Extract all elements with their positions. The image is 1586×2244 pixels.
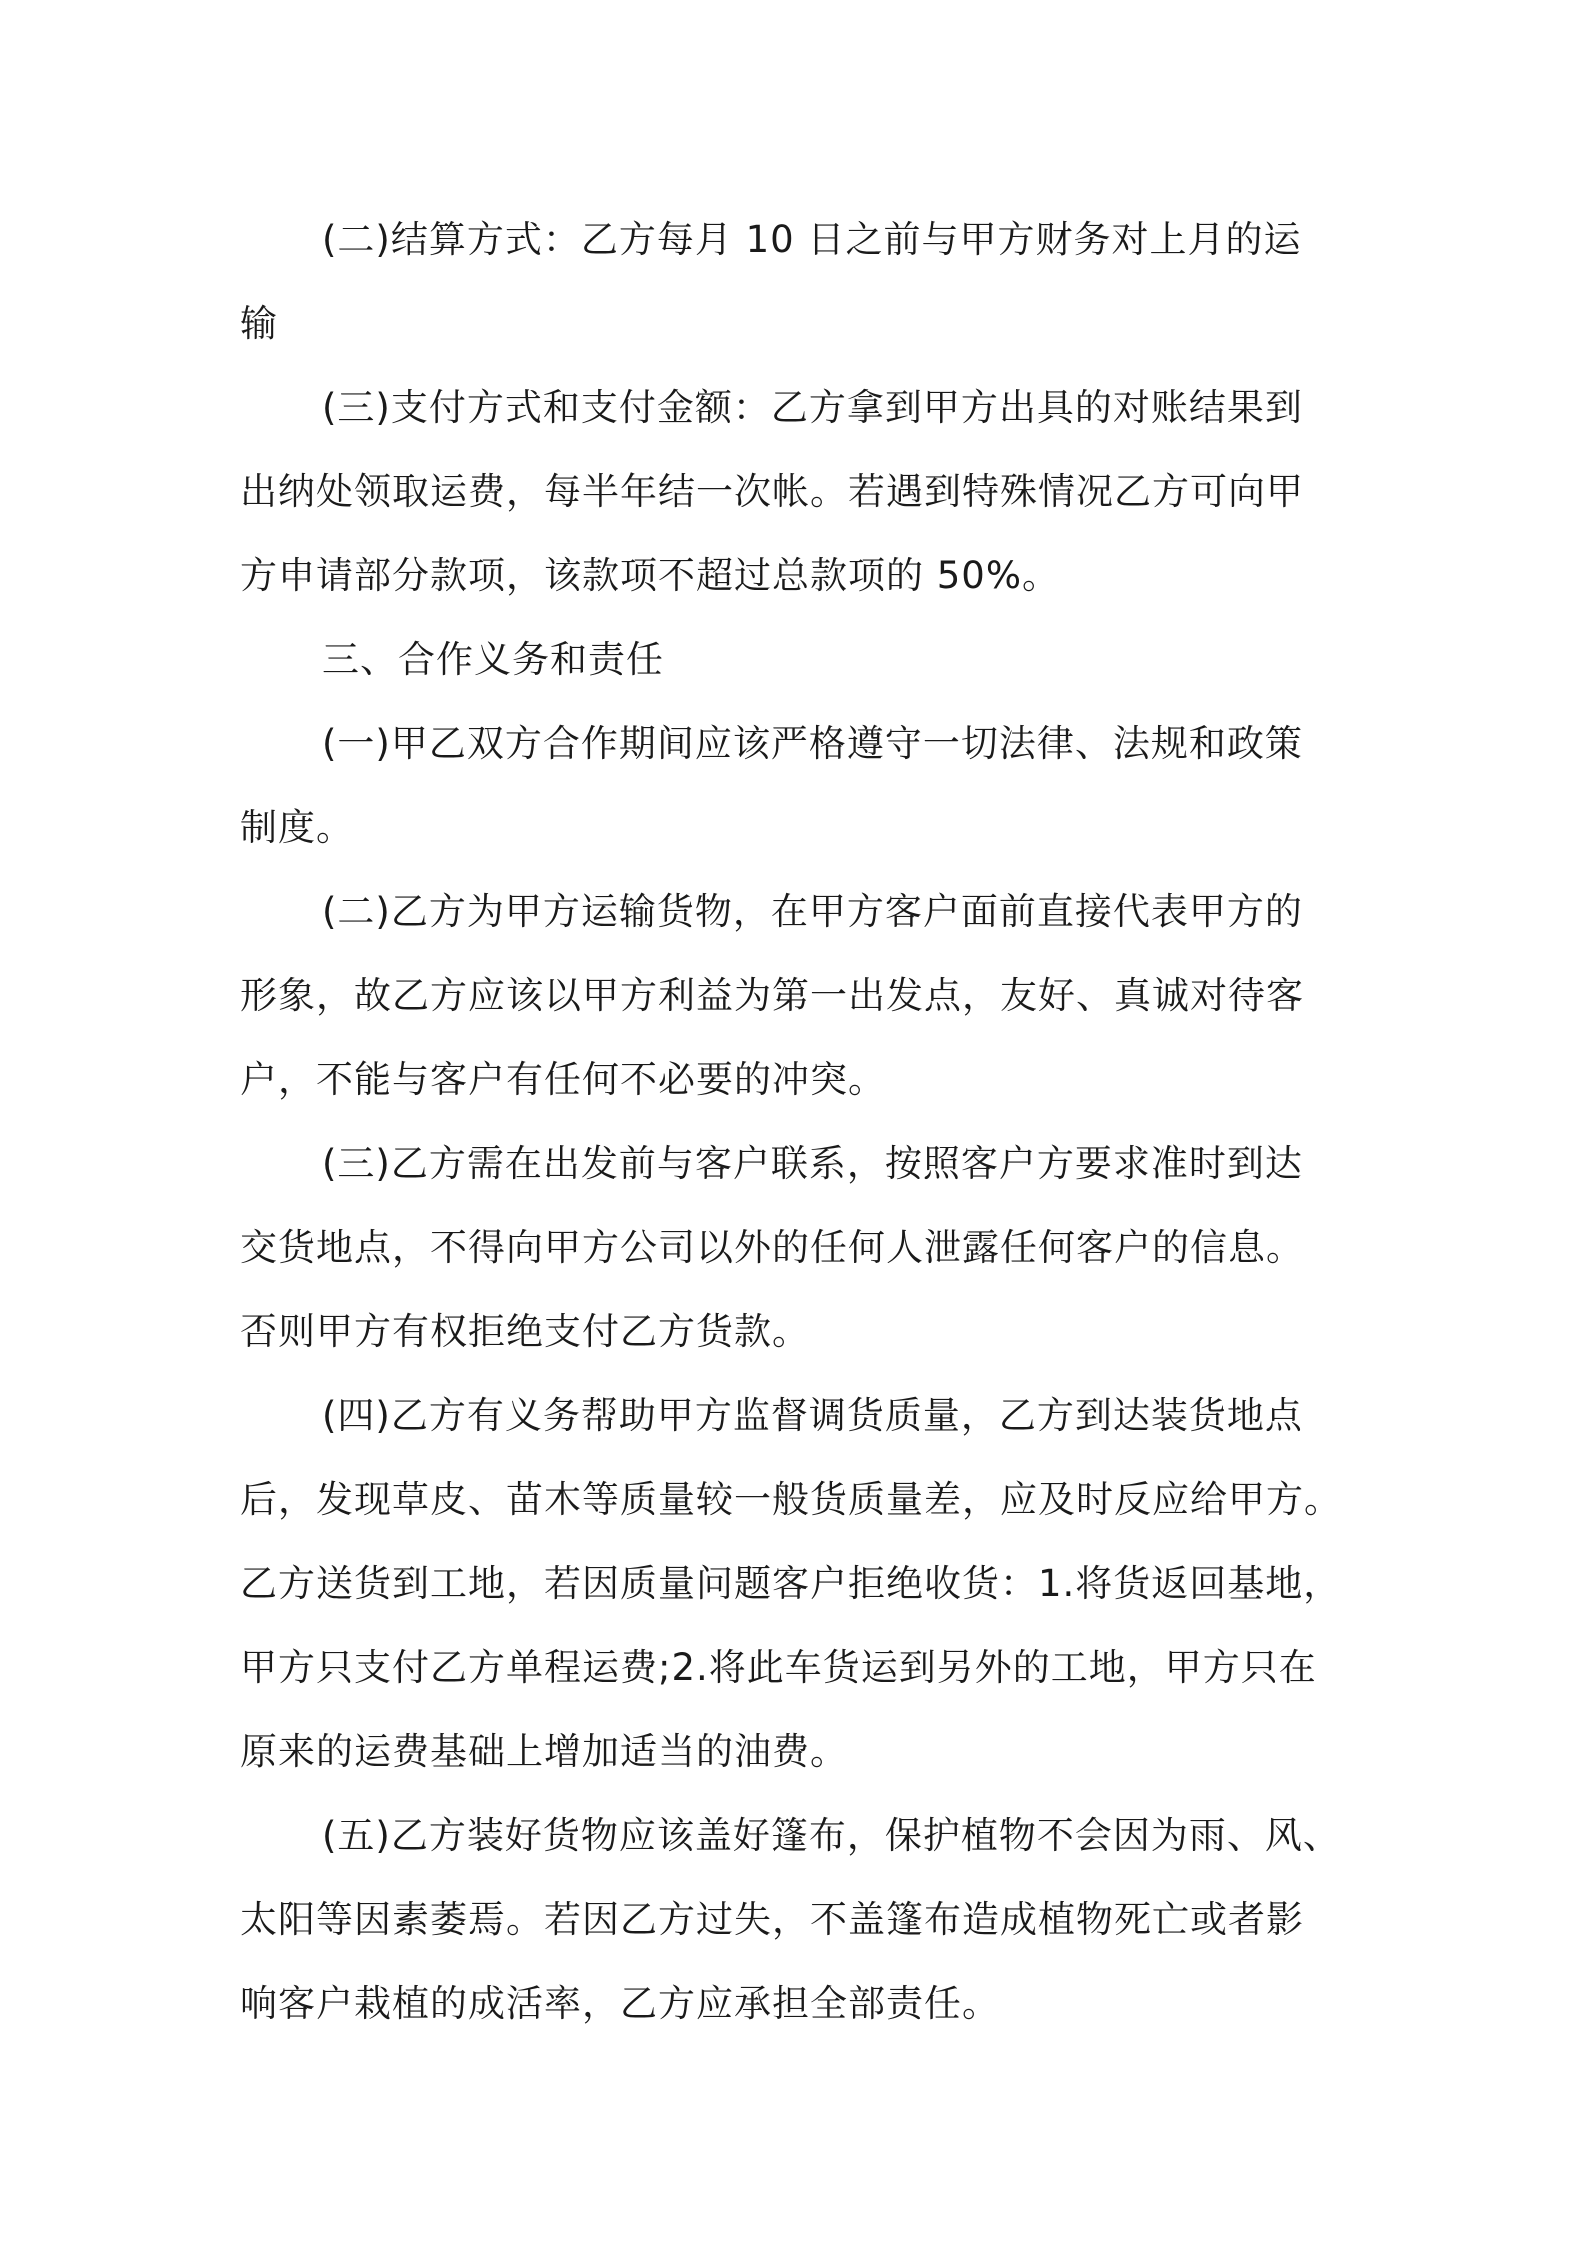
paragraph-line: 输 <box>240 302 278 345</box>
paragraph-line: (三)乙方需在出发前与客户联系，按照客户方要求准时到达 <box>322 1142 1303 1185</box>
paragraph-line: (一)甲乙双方合作期间应该严格遵守一切法律、法规和政策 <box>322 722 1303 765</box>
paragraph-line: 交货地点，不得向甲方公司以外的任何人泄露任何客户的信息。 <box>240 1226 1304 1269</box>
paragraph-line: 方申请部分款项，该款项不超过总款项的 50%。 <box>240 554 1060 597</box>
paragraph-line: 后，发现草皮、苗木等质量较一般货质量差，应及时反应给甲方。 <box>240 1478 1342 1521</box>
document-body <box>240 198 1352 2046</box>
paragraph-line: (五)乙方装好货物应该盖好篷布，保护植物不会因为雨、风、 <box>322 1814 1341 1857</box>
section-heading: 三、合作义务和责任 <box>322 638 664 681</box>
paragraph-line: 太阳等因素萎焉。若因乙方过失，不盖篷布造成植物死亡或者影 <box>240 1898 1304 1941</box>
paragraph-line: 出纳处领取运费，每半年结一次帐。若遇到特殊情况乙方可向甲 <box>240 470 1304 513</box>
paragraph-line: 户，不能与客户有任何不必要的冲突。 <box>240 1058 886 1101</box>
paragraph-line: 形象，故乙方应该以甲方利益为第一出发点，友好、真诚对待客 <box>240 974 1304 1017</box>
paragraph-line: (三)支付方式和支付金额：乙方拿到甲方出具的对账结果到 <box>322 386 1303 429</box>
paragraph-line: 否则甲方有权拒绝支付乙方货款。 <box>240 1310 810 1353</box>
paragraph-line: (四)乙方有义务帮助甲方监督调货质量，乙方到达装货地点 <box>322 1394 1303 1437</box>
paragraph-line: 原来的运费基础上增加适当的油费。 <box>240 1730 848 1773</box>
paragraph-line: (二)乙方为甲方运输货物，在甲方客户面前直接代表甲方的 <box>322 890 1303 933</box>
paragraph-line: 甲方只支付乙方单程运费;2.将此车货运到另外的工地，甲方只在 <box>240 1646 1317 1689</box>
paragraph-line: 响客户栽植的成活率，乙方应承担全部责任。 <box>240 1982 1000 2025</box>
paragraph-line: 乙方送货到工地，若因质量问题客户拒绝收货：1.将货返回基地， <box>240 1562 1342 1605</box>
paragraph-line: 制度。 <box>240 806 354 849</box>
paragraph-line: (二)结算方式：乙方每月 10 日之前与甲方财务对上月的运 <box>322 218 1302 261</box>
